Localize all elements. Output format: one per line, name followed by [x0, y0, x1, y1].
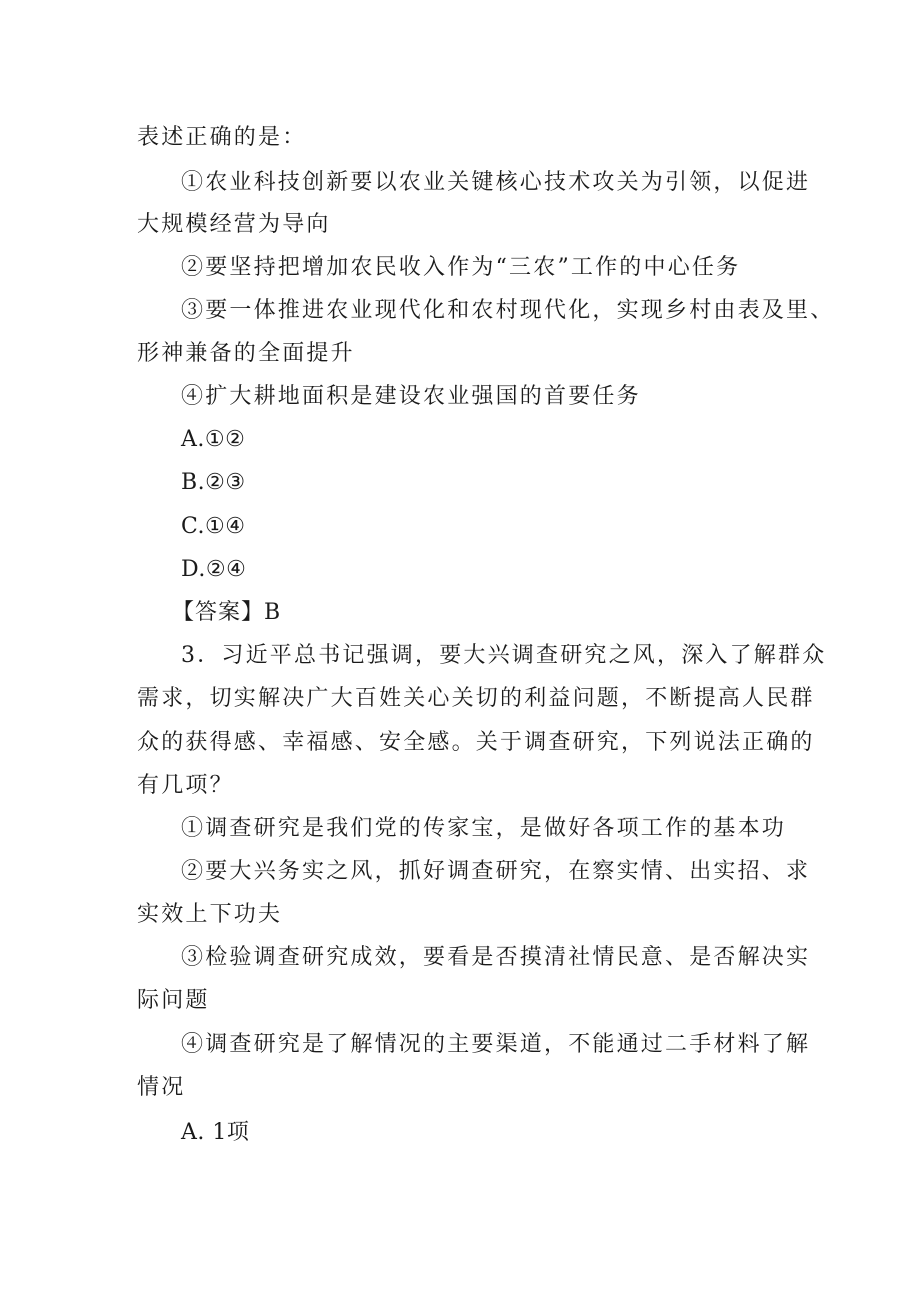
- q2-statement-3-cont: 形神兼备的全面提升: [137, 341, 355, 366]
- q3-stem-line-2: 需求，切实解决广大百姓关心关切的利益问题，不断提高人民群: [137, 686, 815, 711]
- q2-statement-3: ③要一体推进农业现代化和农村现代化，实现乡村由表及里、: [181, 298, 835, 323]
- q3-statement-3-cont: 际问题: [137, 988, 210, 1013]
- q3-statement-2-cont: 实效上下功夫: [137, 902, 283, 927]
- q3-stem-line-1: 3．习近平总书记强调，要大兴调查研究之风，深入了解群众: [181, 643, 827, 668]
- q3-statement-2: ②要大兴务实之风，抓好调查研究，在察实情、出实招、求: [181, 859, 811, 884]
- q3-statement-4-cont: 情况: [137, 1075, 186, 1100]
- q2-answer: 【答案】B: [172, 600, 282, 625]
- q3-option-a: A. 1项: [181, 1120, 250, 1145]
- q3-stem-line-4: 有几项？: [137, 773, 234, 798]
- q2-statement-2: ②要坚持把增加农民收入作为“三农”工作的中心任务: [181, 255, 741, 280]
- q3-statement-1: ①调查研究是我们党的传家宝，是做好各项工作的基本功: [181, 816, 787, 841]
- q2-statement-4: ④扩大耕地面积是建设农业强国的首要任务: [181, 384, 641, 409]
- q3-stem-line-3: 众的获得感、幸福感、安全感。关于调查研究，下列说法正确的: [137, 730, 815, 755]
- q2-option-b: B.②③: [181, 470, 246, 495]
- q2-option-c: C.①④: [181, 514, 246, 539]
- q2-statement-1-cont: 大规模经营为导向: [137, 212, 331, 237]
- q2-option-d: D.②④: [181, 557, 247, 582]
- q2-option-a: A.①②: [181, 427, 246, 452]
- q3-statement-4: ④调查研究是了解情况的主要渠道，不能通过二手材料了解: [181, 1032, 811, 1057]
- q3-statement-3: ③检验调查研究成效，要看是否摸清社情民意、是否解决实: [181, 945, 811, 970]
- q2-statement-1: ①农业科技创新要以农业关键核心技术攻关为引领，以促进: [181, 170, 811, 195]
- q2-stem-tail: 表述正确的是：: [137, 125, 307, 150]
